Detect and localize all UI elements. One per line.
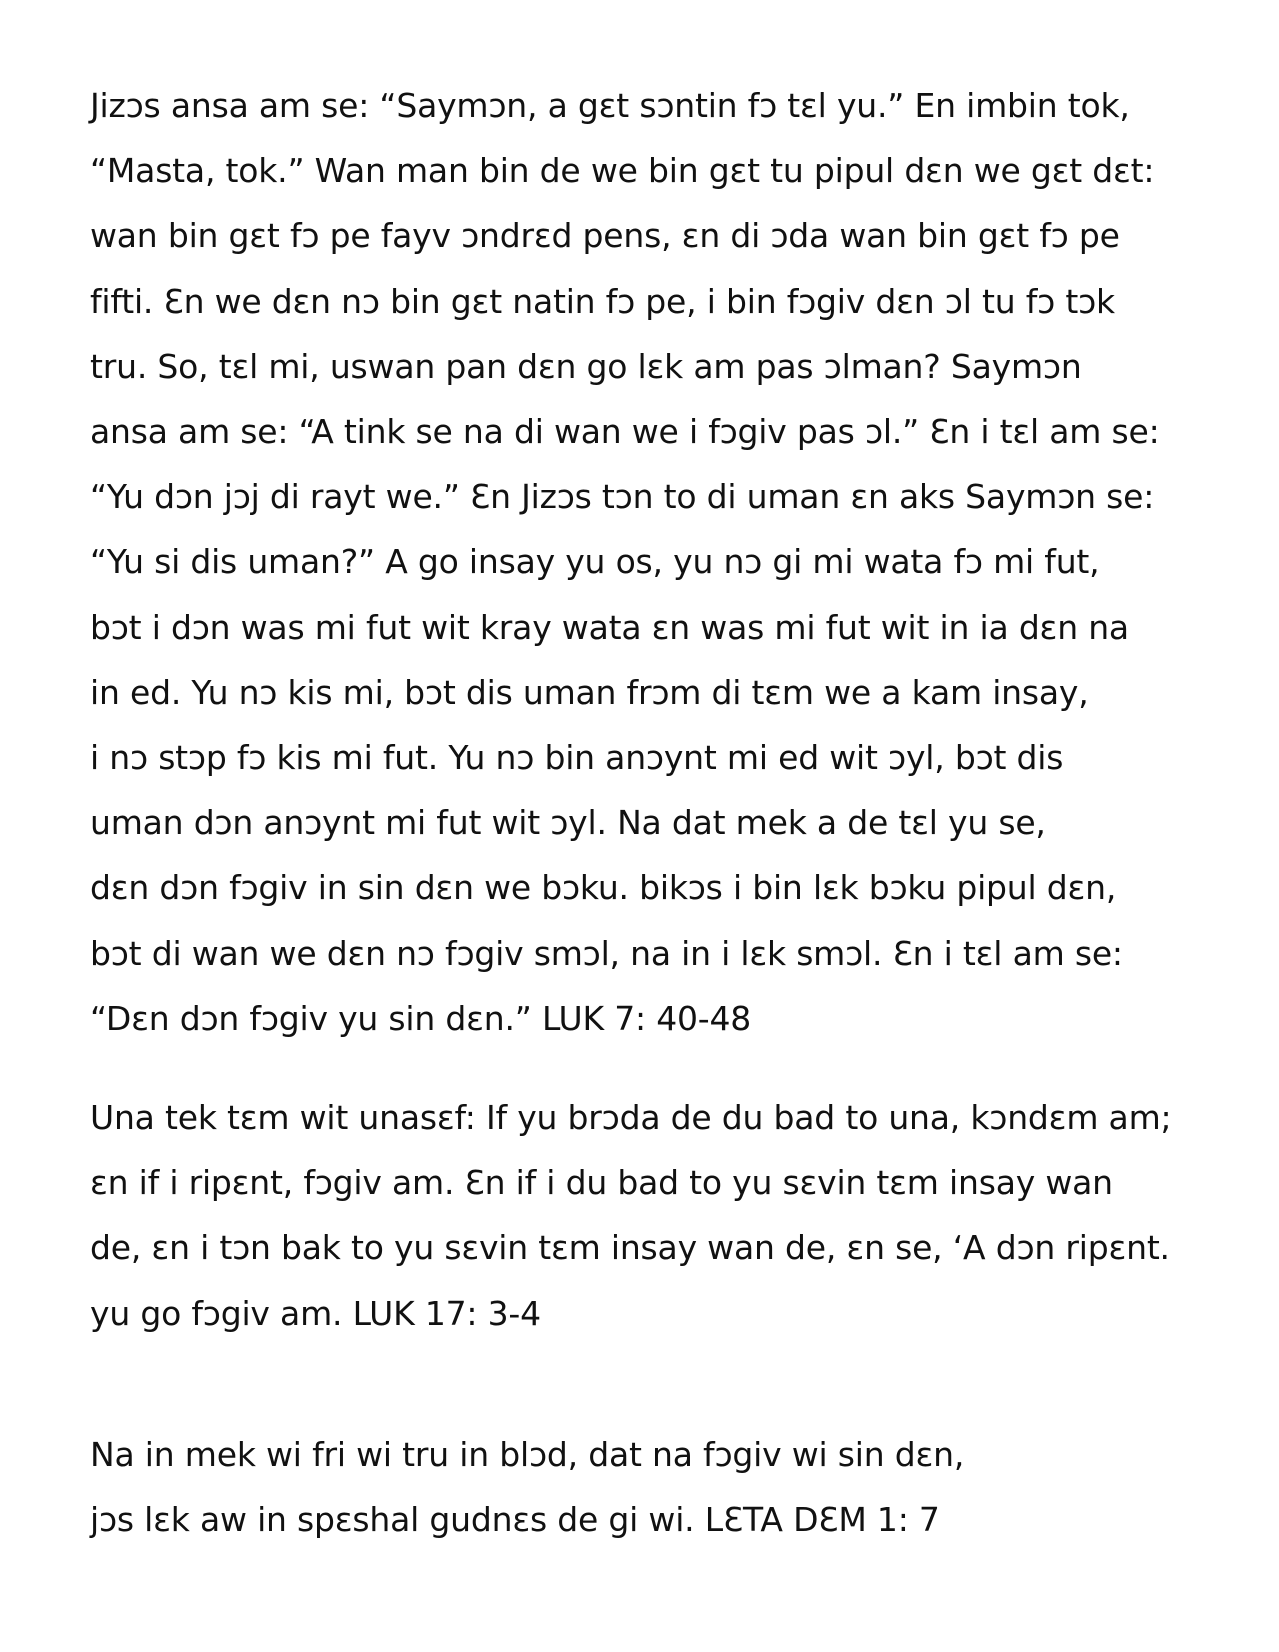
text-line: tru. So, tɛl mi, uswan pan dɛn go lɛk am pas ɔlman? Saymɔn (90, 346, 1082, 386)
text-line: Jizɔs ansa am se: “Saymɔn, a gɛt sɔntin fɔ tɛl yu.” En imbin tok, (90, 86, 1130, 125)
paragraph-leta-dem (90, 1422, 1250, 1552)
text-line: de, ɛn i tɔn bak to yu sɛvin tɛm insay wan de, ɛn se, ‘A dɔn ripɛnt. (90, 1228, 1170, 1268)
text-line: bɔt i dɔn was mi fut wit kray wata ɛn was mi fut wit in ia dɛn na (90, 607, 1129, 647)
text-line: fifti. Ɛn we dɛn nɔ bin gɛt natin fɔ pe, i bin fɔgiv dɛn ɔl tu fɔ tɔk (90, 281, 1115, 321)
text-line: dɛn dɔn fɔgiv in sin dɛn we bɔku. bikɔs i bin lɛk bɔku pipul dɛn, (90, 868, 1117, 908)
text-line: ansa am se: “A tink se na di wan we i fɔgiv pas ɔl.” Ɛn i tɛl am se: (90, 412, 1160, 452)
text-line: “Yu dɔn jɔj di rayt we.” Ɛn Jizɔs tɔn to di uman ɛn aks Saymɔn se: (90, 477, 1155, 517)
text-line: Na in mek wi fri wi tru in blɔd, dat na fɔgiv wi sin dɛn, (90, 1435, 965, 1474)
text-line: jɔs lɛk aw in spɛshal gudnɛs de gi wi. LƐTA DƐM 1: 7 (90, 1500, 940, 1540)
text-line: in ed. Yu nɔ kis mi, bɔt dis uman frɔm di tɛm we a kam insay, (90, 672, 1089, 712)
text-line: yu go fɔgiv am. LUK 17: 3-4 (90, 1293, 541, 1333)
text-line: wan bin gɛt fɔ pe fayv ɔndrɛd pens, ɛn di ɔda wan bin gɛt fɔ pe (90, 216, 1120, 256)
text-line: “Dɛn dɔn fɔgiv yu sin dɛn.” LUK 7: 40-48 (90, 998, 752, 1038)
paragraph-luke-7 (90, 73, 1250, 1051)
text-line: “Masta, tok.” Wan man bin de we bin gɛt tu pipul dɛn we gɛt dɛt: (90, 151, 1155, 191)
text-line: “Yu si dis uman?” A go insay yu os, yu nɔ gi mi wata fɔ mi fut, (90, 542, 1100, 582)
text-line: bɔt di wan we dɛn nɔ fɔgiv smɔl, na in i lɛk smɔl. Ɛn i tɛl am se: (90, 933, 1123, 973)
text-line: uman dɔn anɔynt mi fut wit ɔyl. Na dat mek a de tɛl yu se, (90, 803, 1046, 843)
text-line: Una tek tɛm wit unasɛf: If yu brɔda de du bad to una, kɔndɛm am; (90, 1098, 1172, 1137)
text-line: ɛn if i ripɛnt, fɔgiv am. Ɛn if i du bad to yu sɛvin tɛm insay wan (90, 1163, 1113, 1203)
paragraph-luke-17 (90, 1085, 1250, 1346)
text-line: i nɔ stɔp fɔ kis mi fut. Yu nɔ bin anɔynt mi ed wit ɔyl, bɔt dis (90, 738, 1064, 778)
